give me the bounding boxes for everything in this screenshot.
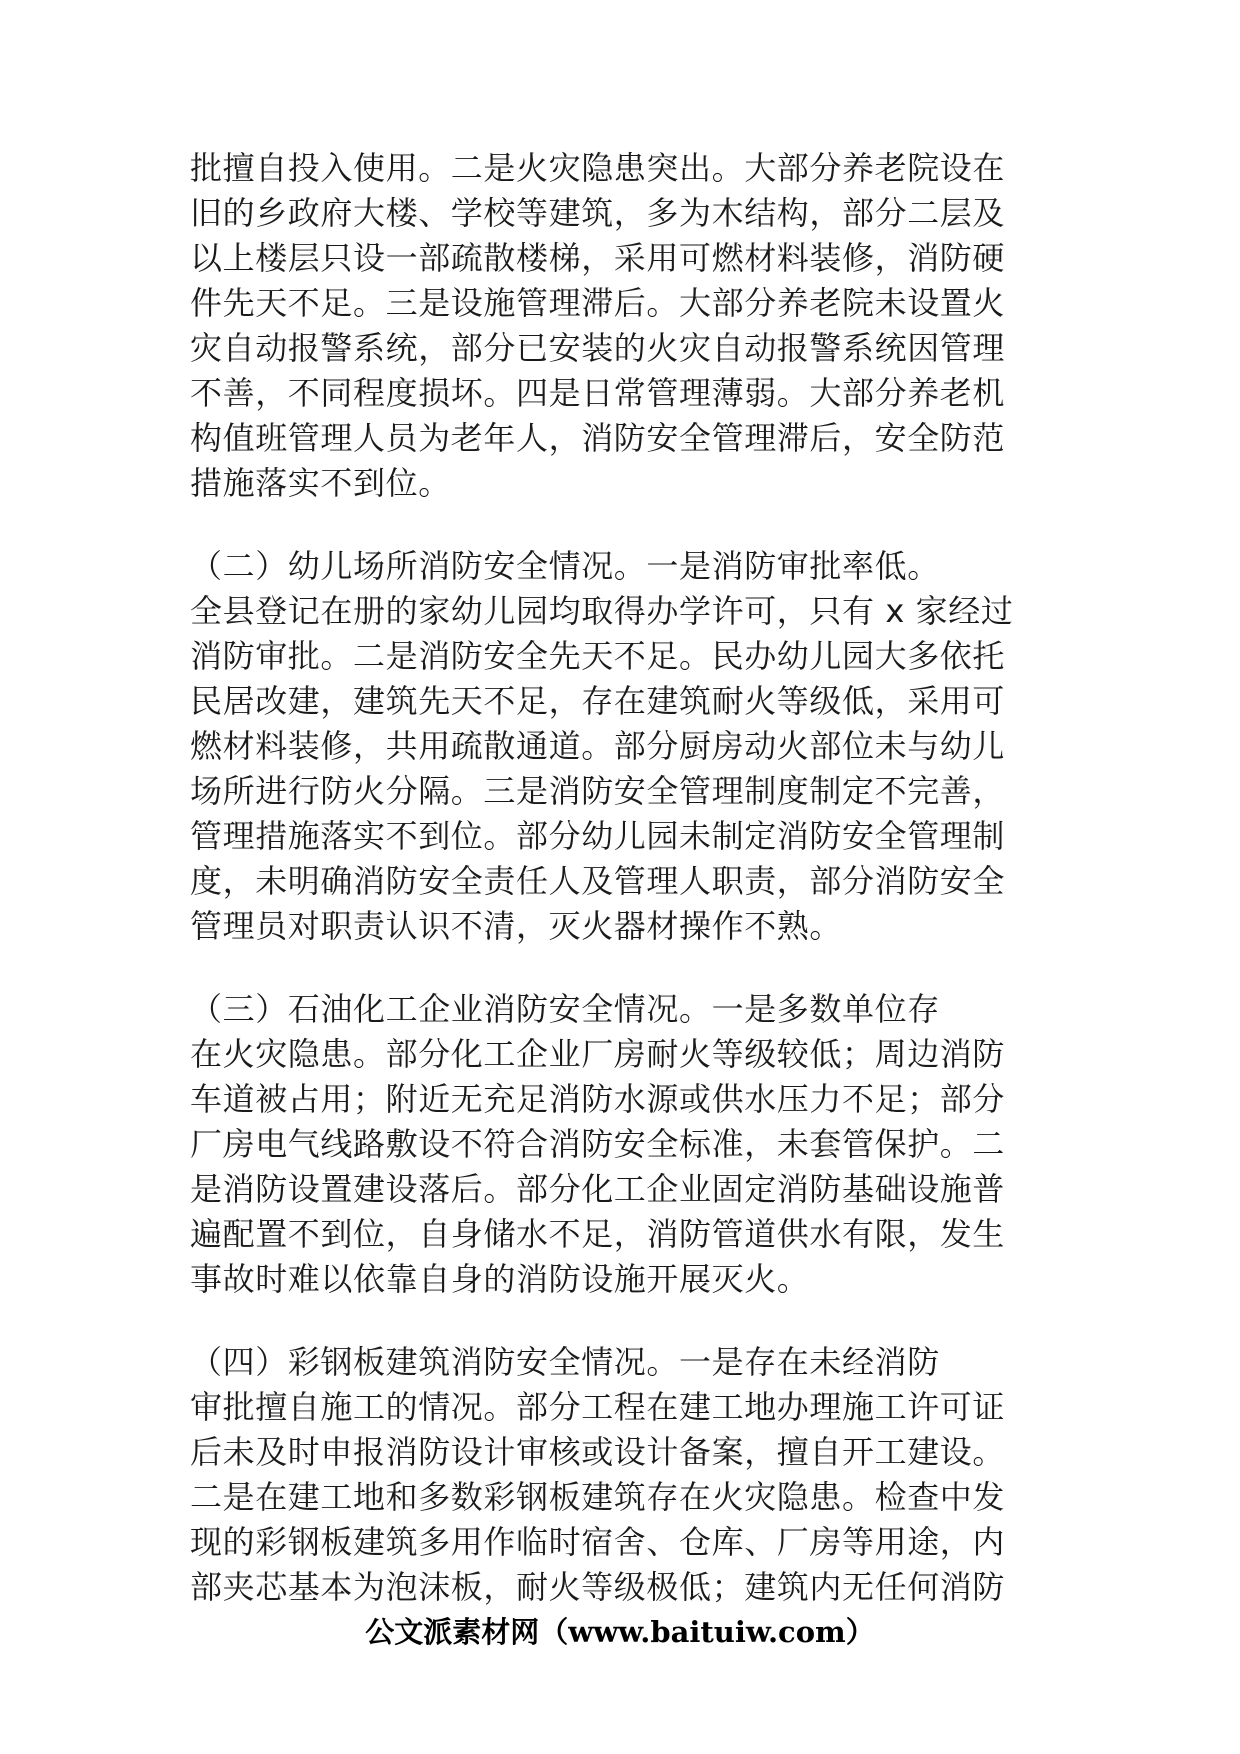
text-line: 全县登记在册的家幼儿园均取得办学许可，只有 x 家经过 — [190, 592, 1014, 630]
text-line: 措施落实不到位。 — [190, 464, 451, 502]
paragraph-steel-buildings — [190, 1340, 1050, 1610]
text-line: 在火灾隐患。部分化工企业厂房耐火等级较低；周边消防 — [190, 1035, 1006, 1073]
text-line: 构值班管理人员为老年人，消防安全管理滞后，安全防范 — [190, 419, 1006, 457]
text-line: 管理员对职责认识不清，灭火器材操作不熟。 — [190, 907, 843, 945]
text-line: 不善，不同程度损坏。四是日常管理薄弱。大部分养老机 — [190, 374, 1006, 412]
text-line: 民居改建，建筑先天不足，存在建筑耐火等级低，采用可 — [190, 682, 1006, 720]
text-line: 遍配置不到位，自身储水不足，消防管道供水有限，发生 — [190, 1215, 1006, 1253]
text-line: （二）幼儿场所消防安全情况。一是消防审批率低。 — [190, 547, 940, 585]
text-line: 是消防设置建设落后。部分化工企业固定消防基础设施普 — [190, 1170, 1006, 1208]
text-line: 事故时难以依靠自身的消防设施开展灭火。 — [190, 1260, 810, 1298]
footer-watermark: 公文派素材网（www.baituiw.com） — [365, 1615, 875, 1649]
text-line: 旧的乡政府大楼、学校等建筑，多为木结构，部分二层及 — [190, 194, 1006, 232]
text-line: 燃材料装修，共用疏散通道。部分厨房动火部位未与幼儿 — [190, 727, 1006, 765]
text-line: 以上楼层只设一部疏散楼梯，采用可燃材料装修，消防硬 — [190, 239, 1006, 277]
text-line: 场所进行防火分隔。三是消防安全管理制度制定不完善， — [190, 772, 1006, 810]
text-line: 度，未明确消防安全责任人及管理人职责，部分消防安全 — [190, 862, 1006, 900]
text-line: 后未及时申报消防设计审核或设计备案，擅自开工建设。 — [190, 1433, 1006, 1471]
text-line: 审批擅自施工的情况。部分工程在建工地办理施工许可证 — [190, 1388, 1006, 1426]
text-line: （三）石油化工企业消防安全情况。一是多数单位存 — [190, 990, 940, 1028]
text-line: 批擅自投入使用。二是火灾隐患突出。大部分养老院设在 — [190, 149, 1006, 187]
text-line: 灾自动报警系统，部分已安装的火灾自动报警系统因管理 — [190, 329, 1006, 367]
text-line: 车道被占用；附近无充足消防水源或供水压力不足；部分 — [190, 1080, 1006, 1118]
paragraph-elderly-homes — [190, 146, 1050, 506]
text-line: 现的彩钢板建筑多用作临时宿舍、仓库、厂房等用途，内 — [190, 1523, 1006, 1561]
paragraph-kindergartens — [190, 544, 1050, 949]
text-line: 部夹芯基本为泡沫板，耐火等级极低；建筑内无任何消防 — [190, 1568, 1006, 1606]
text-line: 二是在建工地和多数彩钢板建筑存在火灾隐患。检查中发 — [190, 1478, 1006, 1516]
text-line: 件先天不足。三是设施管理滞后。大部分养老院未设置火 — [190, 284, 1006, 322]
text-line: 厂房电气线路敷设不符合消防安全标准，未套管保护。二 — [190, 1125, 1006, 1163]
paragraph-petrochemical — [190, 987, 1050, 1302]
text-line: （四）彩钢板建筑消防安全情况。一是存在未经消防 — [190, 1343, 940, 1381]
text-line: 管理措施落实不到位。部分幼儿园未制定消防安全管理制 — [190, 817, 1006, 855]
text-line: 消防审批。二是消防安全先天不足。民办幼儿园大多依托 — [190, 637, 1006, 675]
document-body — [190, 146, 1050, 1648]
